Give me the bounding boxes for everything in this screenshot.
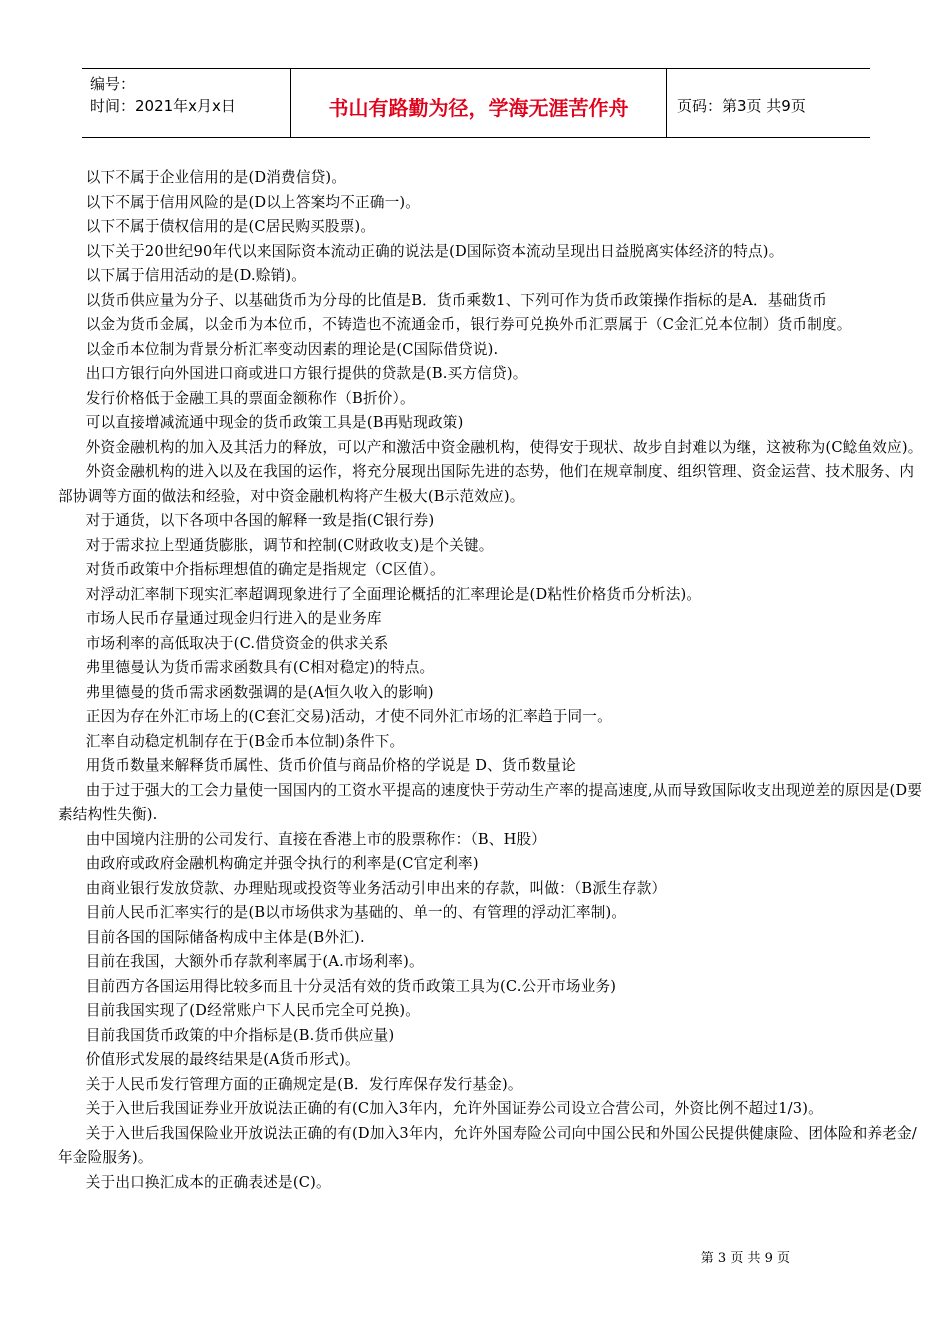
- text-line: 用货币数量来解释货币属性、货币价值与商品价格的学说是 D、货币数量论: [85, 757, 576, 774]
- text-line: 可以直接增减流通中现金的货币政策工具是(B再贴现政策): [85, 414, 464, 431]
- text-line: 对浮动汇率制下现实汇率超调现象进行了全面理论概括的汇率理论是(D粘性价格货币分析法)。: [85, 585, 702, 603]
- text-line: 由商业银行发放贷款、办理贴现或投资等业务活动引申出来的存款，叫做：（B派生存款）: [85, 879, 667, 897]
- text-line: 以下关于20世纪90年代以来国际资本流动正确的说法是(D国际资本流动呈现出日益脱离实体经济的特点)。: [85, 242, 784, 260]
- text-line: 以货币供应量为分子、以基础货币为分母的比值是B．货币乘数1、下列可作为货币政策操作指标的是A．基础货币: [85, 291, 827, 309]
- text-line: 目前各国的国际储备构成中主体是(B外汇).: [85, 928, 365, 946]
- text-line: 以下属于信用活动的是(D.赊销)。: [85, 267, 307, 284]
- text-line: 汇率自动稳定机制存在于(B金币本位制)条件下。: [85, 732, 405, 750]
- text-line: 关于入世后我国保险业开放说法正确的有(D加入3年内，允许外国寿险公司向中国公民和外国公民提供健康险、团体险和养老金/年金险服务)。: [58, 1124, 917, 1166]
- text-line: 外资金融机构的加入及其活力的释放，可以产和激活中资金融机构，使得安于现状、故步自封难以为继，这被称为(C鲶鱼效应)。: [85, 438, 923, 456]
- header-meta: [82, 69, 291, 137]
- text-line: 关于入世后我国证券业开放说法正确的有(C加入3年内，允许外国证券公司设立合营公司，外资比例不超过1/3)。: [85, 1100, 823, 1117]
- text-line: 由于过于强大的工会力量使一国国内的工资水平提高的速度快于劳动生产率的提高速度,从而导致国际收支出现逆差的原因是(D要素结构性失衡).: [58, 781, 923, 823]
- text-line: 正因为存在外汇市场上的(C套汇交易)活动，才使不同外汇市场的汇率趋于同一。: [85, 708, 612, 725]
- text-line: 关于出口换汇成本的正确表述是(C)。: [85, 1173, 331, 1191]
- text-line: 外资金融机构的进入以及在我国的运作，将充分展现出国际先进的态势，他们在规章制度、组织管理、资金运营、技术服务、内部协调等方面的做法和经验，对中资金融机构将产生极大(B示范效应)。: [58, 463, 915, 505]
- number-label: 编号：: [90, 75, 136, 93]
- text-line: 目前西方各国运用得比较多而且十分灵活有效的货币政策工具为(C.公开市场业务): [85, 977, 617, 995]
- question-list: [58, 166, 928, 1195]
- text-line: 以下不属于企业信用的是(D消费信贷)。: [85, 169, 347, 186]
- text-line: 目前我国实现了(D经常账户下人民币完全可兑换)。: [85, 1002, 421, 1019]
- text-line: 弗里德曼的货币需求函数强调的是(A恒久收入的影响): [85, 683, 434, 701]
- text-line: 出口方银行向外国进口商或进口方银行提供的贷款是(B.买方信贷)。: [85, 365, 528, 382]
- text-line: 目前人民币汇率实行的是(B以市场供求为基础的、单一的、有管理的浮动汇率制)。: [85, 904, 627, 921]
- text-line: 以金为货币金属，以金币为本位币，不铸造也不流通金币，银行券可兑换外币汇票属于（C金汇兑本位制）货币制度。: [85, 316, 852, 333]
- header-motto: 书山有路勤为径，学海无涯苦作舟: [291, 69, 667, 137]
- text-line: 对于需求拉上型通货膨胀，调节和控制(C财政收支)是个关键。: [85, 536, 494, 554]
- text-line: 弗里德曼认为货币需求函数具有(C相对稳定)的特点。: [85, 659, 435, 676]
- page-footer: 第 3 页 共 9 页: [700, 1251, 790, 1266]
- text-line: 由政府或政府金融机构确定并强令执行的利率是(C官定利率): [85, 855, 479, 872]
- text-line: 由中国境内注册的公司发行、直接在香港上市的股票称作：（B、H股）: [85, 830, 547, 848]
- time-label: 时间：2021年x月x日: [90, 97, 236, 115]
- text-line: 市场利率的高低取决于(C.借贷资金的供求关系: [85, 634, 389, 652]
- header-page-label: 页码：第3页 共9页: [677, 96, 806, 115]
- page-header: [82, 68, 870, 138]
- text-line: 价值形式发展的最终结果是(A货币形式)。: [85, 1051, 360, 1068]
- text-line: 关于人民币发行管理方面的正确规定是(B．发行库保存发行基金)。: [85, 1075, 523, 1093]
- text-line: 目前我国货币政策的中介指标是(B.货币供应量): [85, 1026, 395, 1044]
- text-line: 发行价格低于金融工具的票面金额称作（B折价）。: [85, 389, 415, 407]
- text-line: 以下不属于债权信用的是(C居民购买股票)。: [85, 218, 376, 235]
- text-line: 市场人民币存量通过现金归行进入的是业务库: [85, 610, 382, 627]
- text-line: 以下不属于信用风险的是(D以上答案均不正确一)。: [85, 193, 421, 211]
- text-line: 对货币政策中介指标理想值的确定是指规定（C区值）。: [85, 561, 445, 578]
- text-line: 对于通货，以下各项中各国的解释一致是指(C银行券): [85, 512, 435, 529]
- text-line: 以金币本位制为背景分析汇率变动因素的理论是(C国际借贷说).: [85, 340, 499, 358]
- text-line: 目前在我国，大额外币存款利率属于(A.市场利率)。: [85, 953, 424, 970]
